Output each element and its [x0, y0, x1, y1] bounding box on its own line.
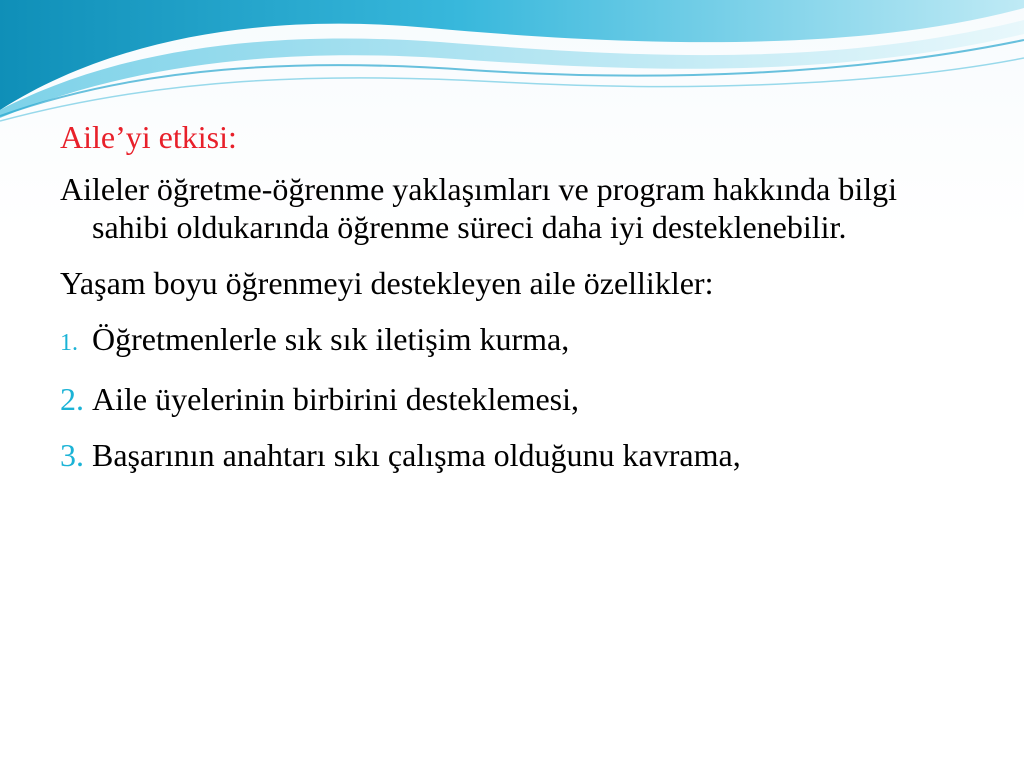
paragraph-lifelong-learning: Yaşam boyu öğrenmeyi destekleyen aile özellikler: — [60, 265, 714, 301]
list-item — [60, 320, 980, 362]
list-number: 2. — [60, 381, 84, 417]
paragraph-family-info: Aileler öğretme-öğrenme yaklaşımları ve program hakkında bilgi sahibi oldukarında öğrenme süreci daha iyi desteklenebilir. — [60, 171, 898, 245]
list-item — [60, 380, 980, 418]
slide-heading: Aile’yi etkisi: — [60, 119, 237, 155]
list-number: 1. — [60, 330, 78, 356]
list-item-text: Başarının anahtarı sıkı çalışma olduğunu kavrama, — [92, 437, 741, 473]
list-item-text: Aile üyelerinin birbirini desteklemesi, — [92, 381, 579, 417]
list-item-text: Öğretmenlerle sık sık iletişim kurma, — [92, 321, 570, 357]
list-item — [60, 436, 980, 474]
decorative-wave-header — [0, 0, 1024, 125]
list-number: 3. — [60, 437, 84, 473]
slide-body — [60, 118, 980, 492]
